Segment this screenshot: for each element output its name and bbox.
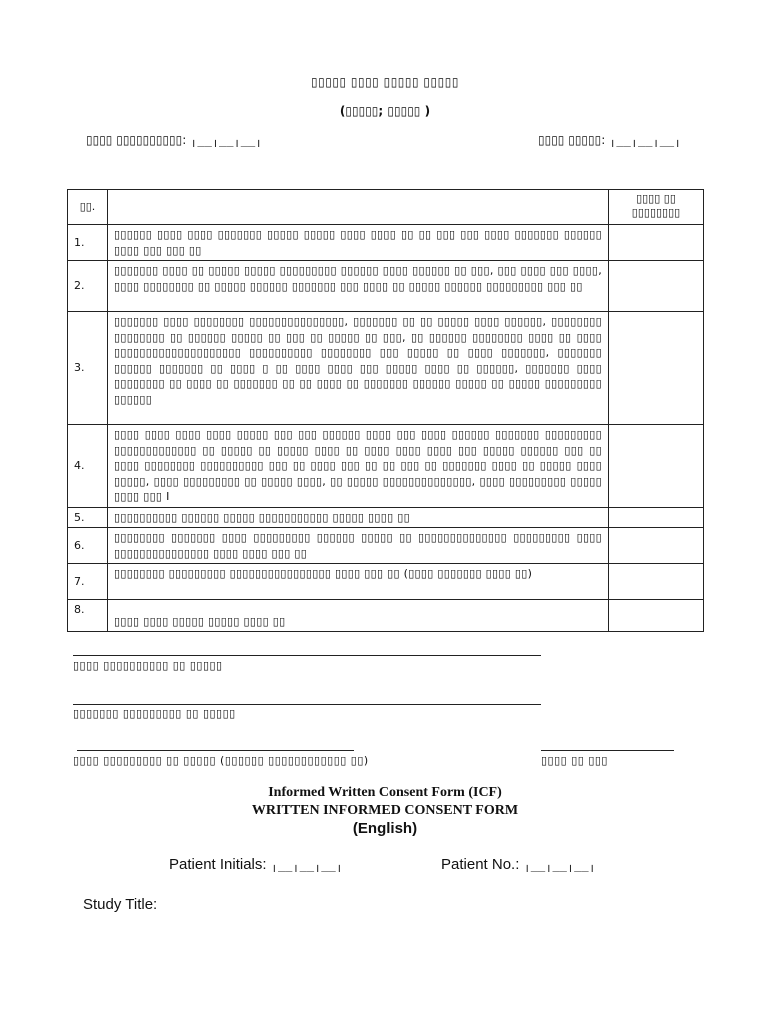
investigator-signature-label: ▯▯▯▯▯▯▯ ▯▯▯▯▯▯▯▯▯ ▯▯ ▯▯▯▯▯	[73, 707, 236, 720]
row-statement: ▯▯▯▯▯▯▯▯ ▯▯▯▯▯▯▯ ▯▯▯▯ ▯▯▯▯▯▯▯▯▯ ▯▯▯▯▯▯ ▯▯▯▯▯ ▯▯ ▯▯▯▯▯▯▯▯▯▯▯▯▯▯ ▯▯▯▯▯▯▯▯▯ ▯▯▯▯ ▯▯▯▯▯▯▯▯▯▯▯▯▯▯▯ ▯▯▯▯ ▯▯▯▯ ▯▯▯ ▯▯	[108, 528, 609, 564]
row-statement: ▯▯▯▯ ▯▯▯▯ ▯▯▯▯ ▯▯▯▯ ▯▯▯▯▯ ▯▯▯ ▯▯▯ ▯▯▯▯▯▯ ▯▯▯▯ ▯▯▯ ▯▯▯▯ ▯▯▯▯▯▯ ▯▯▯▯▯▯▯ ▯▯▯▯▯▯▯▯▯ ▯▯▯▯▯▯▯▯▯▯▯▯▯ ▯▯ ▯▯▯▯▯ ▯▯ ▯▯▯▯▯ ▯▯▯▯ ▯▯ ▯▯▯▯ ▯▯▯▯ ▯▯▯▯ ▯▯▯ ▯▯▯▯▯ ▯▯▯▯▯▯ ▯▯▯ ▯▯ ▯▯▯▯ ▯▯▯▯▯▯▯▯ ▯▯▯▯▯▯▯▯▯▯ ▯▯▯ ▯▯ ▯▯▯▯ ▯▯▯ ▯▯ ▯▯ ▯▯▯ ▯▯ ▯▯▯▯▯▯▯ ▯▯▯▯ ▯▯ ▯▯▯▯▯ ▯▯▯▯ ▯▯▯▯▯, ▯▯▯▯ ▯▯▯▯▯▯▯▯▯ ▯▯ ▯▯▯▯▯ ▯▯▯▯, ▯▯ ▯▯▯▯▯ ▯▯▯▯▯▯▯▯▯▯▯▯▯▯, ▯▯▯▯ ▯▯▯▯▯▯▯▯▯ ▯▯▯▯▯ ▯▯▯▯ ▯▯▯ I	[108, 425, 609, 508]
date-line[interactable]	[541, 750, 674, 751]
row-number: 3.	[68, 312, 108, 425]
row-initials-box[interactable]	[609, 507, 704, 528]
row-number: 4.	[68, 425, 108, 508]
row-statement: ▯▯▯▯▯▯▯ ▯▯▯▯ ▯▯ ▯▯▯▯▯ ▯▯▯▯▯ ▯▯▯▯▯▯▯▯▯ ▯▯▯▯▯▯ ▯▯▯▯ ▯▯▯▯▯▯ ▯▯ ▯▯▯, ▯▯▯ ▯▯▯▯ ▯▯▯ ▯▯▯▯, ▯▯▯▯ ▯▯▯▯▯▯▯▯ ▯▯ ▯▯▯▯▯ ▯▯▯▯▯▯ ▯▯▯▯▯▯▯ ▯▯▯ ▯▯▯▯ ▯▯ ▯▯▯▯▯ ▯▯▯▯▯▯ ▯▯▯▯▯▯▯▯▯ ▯▯▯ ▯▯	[108, 261, 609, 312]
table-header-row	[68, 190, 704, 225]
patient-signature-label: ▯▯▯▯ ▯▯▯▯▯▯▯▯▯▯ ▯▯ ▯▯▯▯▯	[73, 659, 223, 672]
row-statement: ▯▯▯▯▯▯▯▯ ▯▯▯▯▯▯▯▯▯ ▯▯▯▯▯▯▯▯▯▯▯▯▯▯▯▯ ▯▯▯▯ ▯▯▯ ▯▯ (▯▯▯▯ ▯▯▯▯▯▯▯ ▯▯▯▯ ▯▯)	[108, 564, 609, 600]
row-statement: ▯▯▯▯▯▯▯▯▯▯ ▯▯▯▯▯▯ ▯▯▯▯▯ ▯▯▯▯▯▯▯▯▯▯▯ ▯▯▯▯▯ ▯▯▯▯ ▯▯	[108, 507, 609, 528]
row-statement: ▯▯▯▯▯▯ ▯▯▯▯ ▯▯▯▯ ▯▯▯▯▯▯▯ ▯▯▯▯▯ ▯▯▯▯▯ ▯▯▯▯ ▯▯▯▯ ▯▯ ▯▯ ▯▯▯ ▯▯▯ ▯▯▯▯ ▯▯▯▯▯▯▯ ▯▯▯▯▯▯ ▯▯▯▯ ▯▯▯ ▯▯▯ ▯▯	[108, 225, 609, 261]
row-initials-box[interactable]	[609, 225, 704, 261]
english-patient-no-field	[441, 856, 596, 873]
patient-no-label: ▯▯▯▯ ▯▯▯▯▯:	[538, 133, 606, 147]
row-initials-box[interactable]	[609, 425, 704, 508]
english-patient-no-label: Patient No.:	[441, 856, 520, 873]
col-header-no: ▯▯.	[68, 190, 108, 225]
row-initials-box[interactable]	[609, 564, 704, 600]
table-row	[68, 507, 704, 528]
table-row	[68, 225, 704, 261]
table-row	[68, 600, 704, 632]
patient-no-boxes[interactable]: ╷__╷__╷__╷	[609, 133, 682, 147]
consent-table	[67, 189, 704, 632]
english-heading-language: (English)	[352, 820, 418, 837]
row-statement: ▯▯▯▯ ▯▯▯▯ ▯▯▯▯▯ ▯▯▯▯▯ ▯▯▯▯ ▯▯	[108, 600, 609, 632]
row-number: 5.	[68, 507, 108, 528]
english-patient-no-boxes[interactable]: ╷__╷__╷__╷	[523, 858, 596, 872]
table-row	[68, 425, 704, 508]
table-row	[68, 312, 704, 425]
row-initials-box[interactable]	[609, 261, 704, 312]
row-number: 1.	[68, 225, 108, 261]
patient-initials-label: ▯▯▯▯ ▯▯▯▯▯▯▯▯▯▯:	[86, 133, 187, 147]
row-number: 8.	[68, 600, 108, 632]
english-heading-icf: Informed Written Consent Form (ICF)	[268, 785, 502, 800]
patient-signature-line[interactable]	[73, 655, 541, 656]
date-label: ▯▯▯▯ ▯▯ ▯▯▯	[541, 754, 608, 767]
english-patient-initials-field	[169, 856, 343, 873]
row-initials-box[interactable]	[609, 312, 704, 425]
form-subtitle-hindi: (▯▯▯▯▯; ▯▯▯▯▯ )	[339, 104, 431, 118]
english-patient-initials-label: Patient Initials:	[169, 856, 267, 873]
investigator-signature-line[interactable]	[73, 704, 541, 705]
table-row	[68, 261, 704, 312]
row-initials-box[interactable]	[609, 528, 704, 564]
row-statement: ▯▯▯▯▯▯▯ ▯▯▯▯ ▯▯▯▯▯▯▯▯ ▯▯▯▯▯▯▯▯▯▯▯▯▯▯▯, ▯▯▯▯▯▯▯ ▯▯ ▯▯ ▯▯▯▯▯ ▯▯▯▯ ▯▯▯▯▯▯, ▯▯▯▯▯▯▯▯ ▯▯▯▯▯▯▯▯ ▯▯ ▯▯▯▯▯▯ ▯▯▯▯▯ ▯▯ ▯▯▯ ▯▯ ▯▯▯▯▯ ▯▯ ▯▯▯, ▯▯ ▯▯▯▯▯▯ ▯▯▯▯▯▯▯▯ ▯▯▯▯ ▯▯ ▯▯▯▯ ▯▯▯▯▯▯▯▯▯▯▯▯▯▯▯▯▯▯▯▯ ▯▯▯▯▯▯▯▯▯▯ ▯▯▯▯▯▯▯▯ ▯▯▯ ▯▯▯▯▯ ▯▯ ▯▯▯▯ ▯▯▯▯▯▯▯, ▯▯▯▯▯▯▯ ▯▯▯▯▯▯ ▯▯▯▯▯▯▯ ▯▯ ▯▯▯▯ ▯ ▯▯ ▯▯▯▯ ▯▯▯▯ ▯▯▯ ▯▯▯▯▯ ▯▯▯▯ ▯▯ ▯▯▯▯▯▯, ▯▯▯▯▯▯▯ ▯▯▯▯ ▯▯▯▯▯▯▯▯ ▯▯ ▯▯▯▯ ▯▯ ▯▯▯▯▯▯▯ ▯▯ ▯▯ ▯▯▯▯ ▯▯ ▯▯▯▯▯▯▯ ▯▯▯▯▯▯ ▯▯▯▯▯ ▯▯ ▯▯▯▯▯ ▯▯▯▯▯▯▯▯▯ ▯▯▯▯▯▯	[108, 312, 609, 425]
patient-no-field	[538, 133, 681, 147]
patient-initials-field	[86, 133, 262, 147]
english-heading-title: WRITTEN INFORMED CONSENT FORM	[251, 803, 519, 818]
row-number: 6.	[68, 528, 108, 564]
witness-signature-line[interactable]	[77, 750, 354, 751]
col-header-statement	[108, 190, 609, 225]
table-row	[68, 528, 704, 564]
row-number: 7.	[68, 564, 108, 600]
table-row	[68, 564, 704, 600]
row-initials-box[interactable]	[609, 600, 704, 632]
english-patient-initials-boxes[interactable]: ╷__╷__╷__╷	[270, 858, 343, 872]
form-title-hindi: ▯▯▯▯▯ ▯▯▯▯ ▯▯▯▯▯ ▯▯▯▯▯	[311, 75, 459, 89]
row-number: 2.	[68, 261, 108, 312]
witness-signature-label: ▯▯▯▯ ▯▯▯▯▯▯▯▯▯ ▯▯ ▯▯▯▯▯ (▯▯▯▯▯▯ ▯▯▯▯▯▯▯▯▯▯▯▯ ▯▯)	[73, 754, 369, 767]
patient-initials-boxes[interactable]: ╷__╷__╷__╷	[190, 133, 263, 147]
col-header-initials: ▯▯▯▯ ▯▯ ▯▯▯▯▯▯▯▯	[609, 190, 704, 225]
study-title-label: Study Title:	[83, 896, 158, 913]
